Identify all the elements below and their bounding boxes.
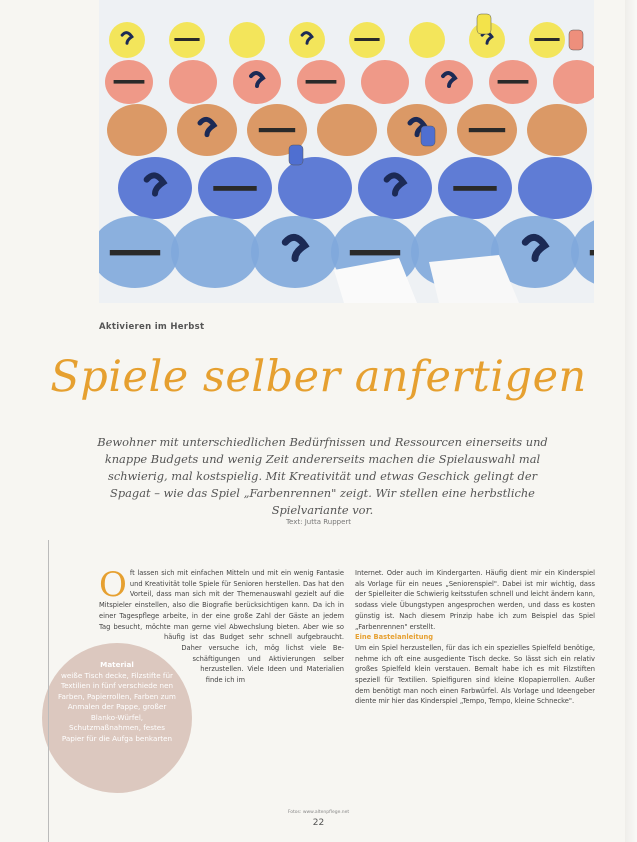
section-label: Aktivieren im Herbst (99, 322, 205, 332)
body-paragraph: ft lassen sich mit einfachen Mitteln und mit ein wenig Fantasie und Kreativität tolle Spiele für Senioren herstellen. Das hat den Vorteil, dass man sich mit der Themenauswahl gezielt auf die Mitspieler einstellen, also die Biografie berücksichtigen kann. Da ich in einer Tagespflege arbeite, in der eine große Zahl der Gäste an jedem Tag besucht, möchte man gerne viel Abwechslung bieten. Aber wie so häufig ist das Budget sehr schnell aufgebraucht. Daher versuche ich, mög lichst viele Be-schäftigungen und Aktivierungen selber herzustellen. Viele Ideen und Materialien finde ich im (99, 569, 344, 685)
line-symbol (469, 128, 505, 132)
board-field (518, 157, 592, 219)
board-field (409, 22, 445, 58)
line-symbol (354, 38, 379, 41)
line-symbol (534, 38, 559, 41)
dropcap: O (99, 565, 127, 605)
board-field (527, 104, 587, 156)
author-credit: Text: Jutta Ruppert (285, 518, 352, 526)
page-fold-line (48, 540, 49, 842)
line-symbol (306, 80, 337, 84)
game-piece (421, 126, 435, 146)
board-field (169, 60, 217, 104)
body-column-2 (355, 568, 595, 707)
board-field (317, 104, 377, 156)
line-symbol (114, 80, 145, 84)
material-text: weiße Tisch decke, Filzstifte für Textilien in fünf verschiede nen Farben, Papierrollen, Farben zum Anmalen der Pappe, großer Blanko-Würfel, Schutzmaßnahmen, festes Papier für die Aufga benkarten (58, 670, 176, 743)
game-piece (569, 30, 583, 50)
subheading: Eine Bastelanleitung (355, 633, 434, 642)
line-symbol (213, 186, 256, 191)
line-symbol (350, 250, 400, 255)
page-title: Spiele selber anfertigen (50, 352, 587, 402)
body-paragraph: Um ein Spiel herzustellen, für das ich ein spezielles Spielfeld benötige, nehme ich oft eine ausgediente Tisch decke. So lässt sich ein relativ großes Spielfeld klein verstauen. Bemalt habe ich es mit Filzstiften speziell für Textilien. Spielfiguren sind kleine Klopapierrollen. Außer dem benötigt man noch einen Farbwürfel. Als Vorlage und Ideengeber diente mir hier das Kinderspiel „Tempo, Tempo, kleine Schnecke". (355, 643, 595, 706)
line-symbol (590, 250, 594, 255)
page-edge (625, 0, 637, 842)
game-piece (289, 145, 303, 165)
game-board-illustration (99, 0, 594, 303)
line-symbol (259, 128, 295, 132)
board-field (171, 216, 259, 288)
material-heading: Material (100, 660, 134, 669)
line-symbol (453, 186, 496, 191)
board-field (107, 104, 167, 156)
footer-url: Fotos: www.altenpflege.net (287, 810, 350, 815)
line-symbol (174, 38, 199, 41)
game-piece (477, 14, 491, 34)
body-paragraph: Internet. Oder auch im Kindergarten. Häufig dient mir ein Kinderspiel als Vorlage für ein neues „Seniorenspiel". Dabei ist mir wichtig, dass der Spielleiter die Schwierig keitsstufen schnell und leicht ändern kann, sodass viele Übungstypen angesprochen werden, und dass es kosten günstig ist. Nach diesem Prinzip habe ich zum Beispiel das Spiel „Farbenrennen" erstellt. (355, 569, 595, 631)
board-field (278, 157, 352, 219)
board-field (361, 60, 409, 104)
page-number: 22 (312, 818, 325, 828)
line-symbol (110, 250, 160, 255)
line-symbol (498, 80, 529, 84)
intro-text: Bewohner mit unterschiedlichen Bedürfnissen und Ressourcen einerseits und knappe Budgets und wenig Zeit andererseits machen die Spielauswahl mal schwierig, mal kostspielig. Mit Kreativität und etwas Geschick gelingt der Spagat – wie das Spiel „Farbenrennen" zeigt. Wir stellen eine herbstliche Spielvariante vor. (97, 435, 548, 517)
game-board-photo (99, 0, 594, 303)
board-field (229, 22, 265, 58)
material-list (58, 660, 176, 744)
